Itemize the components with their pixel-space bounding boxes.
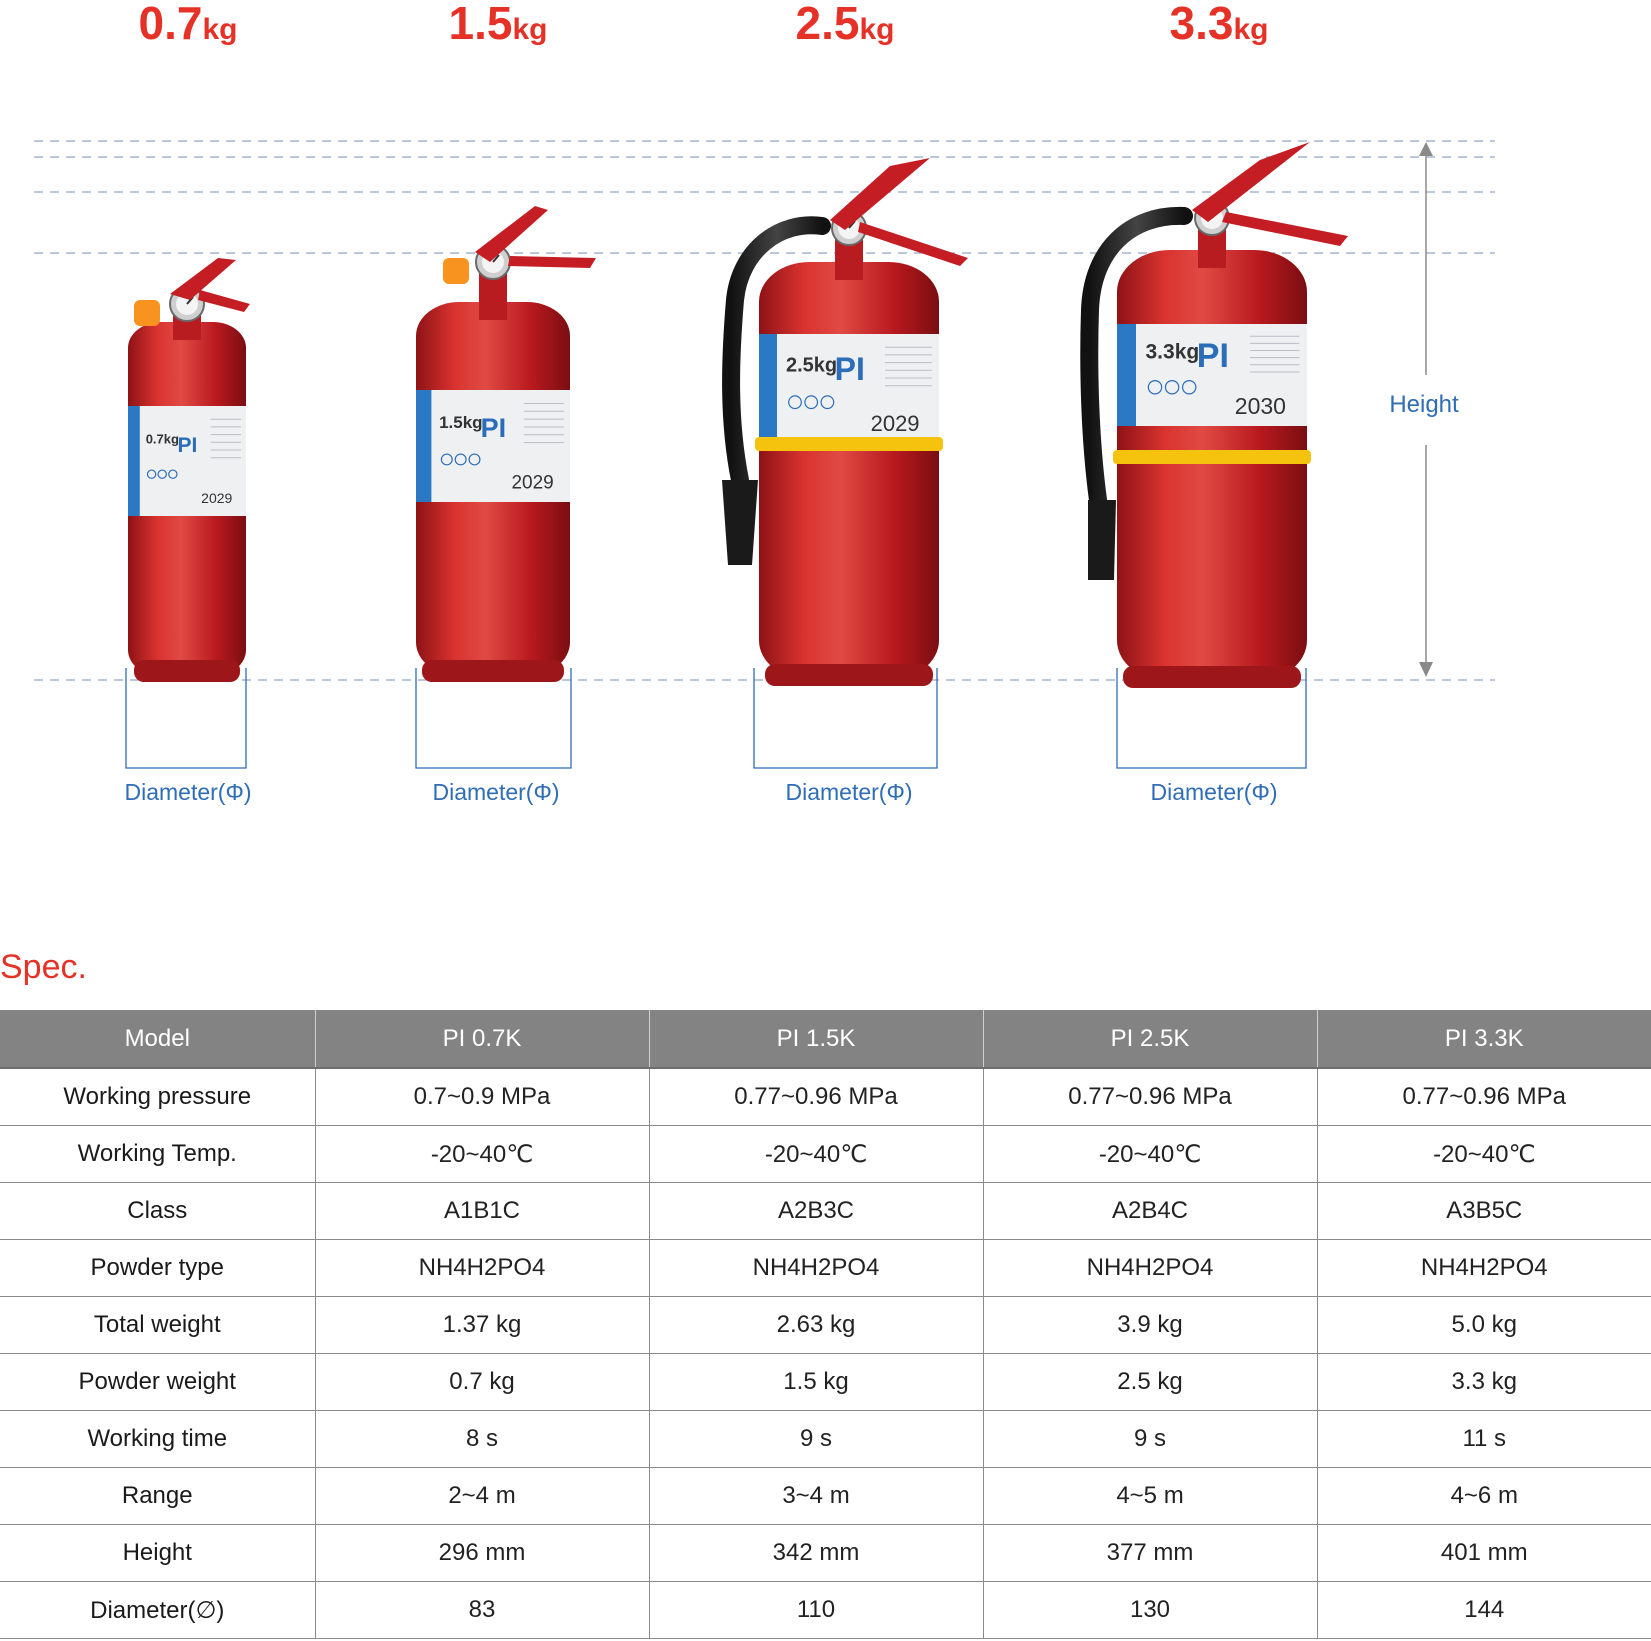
table-cell: 2~4 m xyxy=(315,1468,649,1525)
base-ring xyxy=(422,660,564,682)
table-cell: 8 s xyxy=(315,1411,649,1468)
mounting-belt xyxy=(1113,450,1311,464)
table-cell: -20~40℃ xyxy=(1317,1126,1651,1183)
row-label: Working Temp. xyxy=(0,1126,315,1183)
table-cell: 3.3 kg xyxy=(1317,1354,1651,1411)
table-cell: 1.5 kg xyxy=(649,1354,983,1411)
table-cell: A2B4C xyxy=(983,1183,1317,1240)
spec-title: Spec. xyxy=(0,948,87,986)
table-cell: 144 xyxy=(1317,1582,1651,1639)
table-cell: 110 xyxy=(649,1582,983,1639)
row-label: Height xyxy=(0,1525,315,1582)
table-cell: NH4H2PO4 xyxy=(649,1240,983,1297)
table-cell: 2.63 kg xyxy=(649,1297,983,1354)
row-label: Working pressure xyxy=(0,1068,315,1126)
base-ring xyxy=(765,664,933,686)
row-label: Range xyxy=(0,1468,315,1525)
table-cell: 296 mm xyxy=(315,1525,649,1582)
diameter-label-1-5: Diameter(Φ) xyxy=(432,779,560,805)
table-row xyxy=(0,1354,1651,1411)
spec-header-row xyxy=(0,1010,1651,1068)
base-ring xyxy=(134,660,240,682)
label-size-text: 1.5kg xyxy=(439,413,483,433)
row-label: Diameter(∅) xyxy=(0,1582,315,1639)
row-label: Powder type xyxy=(0,1240,315,1297)
table-cell: 83 xyxy=(315,1582,649,1639)
label-expiry-text: 2029 xyxy=(511,472,554,494)
table-cell: A3B5C xyxy=(1317,1183,1651,1240)
table-row xyxy=(0,1582,1651,1639)
safety-pin-cap xyxy=(443,258,469,284)
weight-label-0-7: 0.7kg xyxy=(138,0,238,49)
row-label: Class xyxy=(0,1183,315,1240)
table-cell: A2B3C xyxy=(649,1183,983,1240)
spec-table-body xyxy=(0,1068,1651,1639)
spec-table xyxy=(0,1010,1651,1639)
table-cell: 0.77~0.96 MPa xyxy=(1317,1068,1651,1126)
table-cell: 3~4 m xyxy=(649,1468,983,1525)
handle-lever xyxy=(475,206,596,268)
table-cell: 9 s xyxy=(983,1411,1317,1468)
header-pi-0-7k: PI 0.7K xyxy=(315,1010,649,1068)
fire-extinguisher xyxy=(722,158,968,686)
table-row xyxy=(0,1468,1651,1525)
header-model: Model xyxy=(0,1010,315,1068)
label-expiry-text: 2029 xyxy=(870,410,920,436)
label-expiry-text: 2030 xyxy=(1234,392,1286,419)
base-ring xyxy=(1123,666,1301,688)
row-label: Powder weight xyxy=(0,1354,315,1411)
header-pi-1-5k: PI 1.5K xyxy=(649,1010,983,1068)
table-cell: 5.0 kg xyxy=(1317,1297,1651,1354)
table-row xyxy=(0,1068,1651,1126)
table-cell: 1.37 kg xyxy=(315,1297,649,1354)
diameter-label-2-5: Diameter(Φ) xyxy=(785,779,913,805)
table-cell: 11 s xyxy=(1317,1411,1651,1468)
label-mark-text: PI xyxy=(1196,336,1229,375)
label-expiry-text: 2029 xyxy=(201,489,233,506)
weight-label-2-5: 2.5kg xyxy=(795,0,895,49)
nozzle xyxy=(722,480,758,565)
table-cell: 0.77~0.96 MPa xyxy=(983,1068,1317,1126)
header-pi-2-5k: PI 2.5K xyxy=(983,1010,1317,1068)
table-cell: NH4H2PO4 xyxy=(1317,1240,1651,1297)
diameter-label-0-7: Diameter(Φ) xyxy=(124,779,252,805)
table-cell: 130 xyxy=(983,1582,1317,1639)
table-cell: 4~5 m xyxy=(983,1468,1317,1525)
table-row xyxy=(0,1183,1651,1240)
cylinder-body xyxy=(759,262,939,680)
table-cell: 0.77~0.96 MPa xyxy=(649,1068,983,1126)
table-row xyxy=(0,1126,1651,1183)
nozzle xyxy=(1088,500,1116,580)
header-pi-3-3k: PI 3.3K xyxy=(1317,1010,1651,1068)
arrow-up-icon xyxy=(1419,142,1433,156)
label-mark-text: PI xyxy=(834,351,865,388)
label-mark-text: PI xyxy=(177,434,198,458)
table-cell: -20~40℃ xyxy=(315,1126,649,1183)
table-cell: 9 s xyxy=(649,1411,983,1468)
table-cell: -20~40℃ xyxy=(649,1126,983,1183)
mounting-belt xyxy=(755,437,943,451)
cylinder-body xyxy=(1117,250,1307,682)
fire-extinguisher xyxy=(416,206,596,682)
table-row xyxy=(0,1411,1651,1468)
diameter-bracket xyxy=(416,668,571,768)
label-size-text: 3.3kg xyxy=(1145,340,1200,364)
label-size-text: 2.5kg xyxy=(786,354,838,377)
table-cell: 2.5 kg xyxy=(983,1354,1317,1411)
table-cell: 377 mm xyxy=(983,1525,1317,1582)
label-mark-text: PI xyxy=(480,413,507,444)
diameter-bracket xyxy=(126,668,246,768)
table-row xyxy=(0,1240,1651,1297)
table-row xyxy=(0,1297,1651,1354)
label-size-text: 0.7kg xyxy=(145,431,179,447)
table-cell: NH4H2PO4 xyxy=(983,1240,1317,1297)
weight-label-3-3: 3.3kg xyxy=(1169,0,1269,49)
table-cell: 0.7 kg xyxy=(315,1354,649,1411)
weight-label-1-5: 1.5kg xyxy=(448,0,548,49)
table-cell: -20~40℃ xyxy=(983,1126,1317,1183)
arrow-down-icon xyxy=(1419,662,1433,677)
safety-pin-cap xyxy=(134,300,160,326)
fire-extinguisher xyxy=(1088,142,1348,688)
table-cell: A1B1C xyxy=(315,1183,649,1240)
table-cell: 342 mm xyxy=(649,1525,983,1582)
row-label: Total weight xyxy=(0,1297,315,1354)
table-row xyxy=(0,1525,1651,1582)
height-label: Height xyxy=(1389,391,1459,418)
row-label: Working time xyxy=(0,1411,315,1468)
table-cell: 3.9 kg xyxy=(983,1297,1317,1354)
table-cell: 0.7~0.9 MPa xyxy=(315,1068,649,1126)
diameter-label-3-3: Diameter(Φ) xyxy=(1150,779,1278,805)
table-cell: NH4H2PO4 xyxy=(315,1240,649,1297)
fire-extinguisher xyxy=(128,258,250,682)
table-cell: 401 mm xyxy=(1317,1525,1651,1582)
table-cell: 4~6 m xyxy=(1317,1468,1651,1525)
